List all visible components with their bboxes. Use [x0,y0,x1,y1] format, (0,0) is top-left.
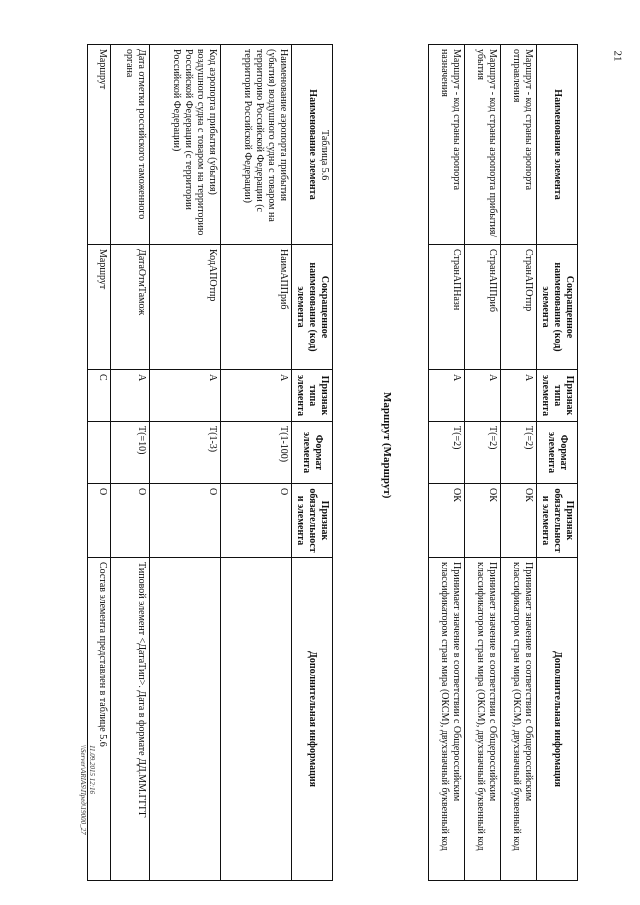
cell-info: Принимает значение в соответствии с Общероссийским классификатором стран мира (ОКСМ), двухзначный буквенный код [465,558,501,881]
cell-required: О [220,484,291,558]
header-format: Формат элемента [537,422,578,484]
cell-code: СтранАППриб [465,245,501,370]
cell-format: Т(=2) [501,422,537,484]
cell-info [149,558,220,881]
cell-info: Принимает значение в соответствии с Общероссийским классификатором стран мира (ОКСМ), двухзначный буквенный код [429,558,465,881]
cell-format: Т(=2) [465,422,501,484]
header-format: Формат элемента [292,422,333,484]
cell-info: Принимает значение в соответствии с Общероссийским классификатором стран мира (ОКСМ), двухзначный буквенный код [501,558,537,881]
cell-name: Маршрут - код страны аэропорта отправления [501,45,537,245]
cell-format [88,422,111,484]
cell-required: О [88,484,111,558]
page-number: 21 [611,50,624,62]
cell-type: А [220,370,291,422]
cell-code: ДатаОтмТамож [110,245,149,370]
cell-name: Маршрут [88,45,111,245]
cell-code: СтранАПОтпр [501,245,537,370]
table-row [110,45,149,881]
header-name: Наименование элемента [292,45,333,245]
cell-required: ОК [501,484,537,558]
cell-type: А [501,370,537,422]
table-row [465,45,501,881]
cell-format: Т(1-3) [149,422,220,484]
cell-format: Т(=2) [429,422,465,484]
cell-name: Дата отметки российского таможенного органа [110,45,149,245]
cell-type: А [429,370,465,422]
header-type: Признак типа элемента [537,370,578,422]
cell-name: Код аэропорта прибытия (убытия) воздушного судна с товаром на территорию Российской Федерации (с территории Российской Федерации) [149,45,220,245]
header-required: Признак обязательности элемента [537,484,578,558]
cell-info: Состав элемента представлен в таблице 5.6 [88,558,111,881]
cell-format: Т(1-100) [220,422,291,484]
cell-required: ОК [429,484,465,558]
cell-type: А [149,370,220,422]
route-table-title: Маршрут (Маршрут) [381,392,393,499]
table-header-row [537,45,578,881]
footer-line-2: \\Server\ARIAS\Пред\19000_27 [79,745,88,835]
cell-info [220,558,291,881]
footer-line-1: 11.09.2015 12:16 [88,745,96,795]
cell-code: НаимАППриб [220,245,291,370]
header-code: Сокращенное наименование (код) элемента [292,245,333,370]
cell-type: А [465,370,501,422]
cell-name: Маршрут - код страны аэропорта прибытия/убытия [465,45,501,245]
cell-name: Маршрут - код страны аэропорта назначения [429,45,465,245]
route-table [428,44,578,881]
cell-type: С [88,370,111,422]
table-row [501,45,537,881]
cell-code: СтранАПНазн [429,245,465,370]
table-row [149,45,220,881]
cell-type: А [110,370,149,422]
cell-required: О [110,484,149,558]
cell-code: Маршрут [88,245,111,370]
header-required: Признак обязательности элемента [292,484,333,558]
table-caption: Таблица 5.6 [319,130,330,181]
table-row [429,45,465,881]
cell-format: Т(=10) [110,422,149,484]
header-type: Признак типа элемента [292,370,333,422]
cell-name: Наименование аэропорта прибытия (убытия) воздушного судна с товаром на территорию Российской Федерации (с территории Российской Федерации) [220,45,291,245]
cell-code: КодАПОтпр [149,245,220,370]
table-row [220,45,291,881]
cell-info: Типовой элемент <ДатаТип>. Дата в формате ДД.ММ.ГГГГ [110,558,149,881]
header-code: Сокращенное наименование (код) элемента [537,245,578,370]
elements-table [87,44,333,881]
cell-required: ОК [465,484,501,558]
header-name: Наименование элемента [537,45,578,245]
cell-required: О [149,484,220,558]
footer-note [79,745,97,835]
table-header-row [292,45,333,881]
header-info: Дополнительная информация [537,558,578,881]
header-info: Дополнительная информация [292,558,333,881]
